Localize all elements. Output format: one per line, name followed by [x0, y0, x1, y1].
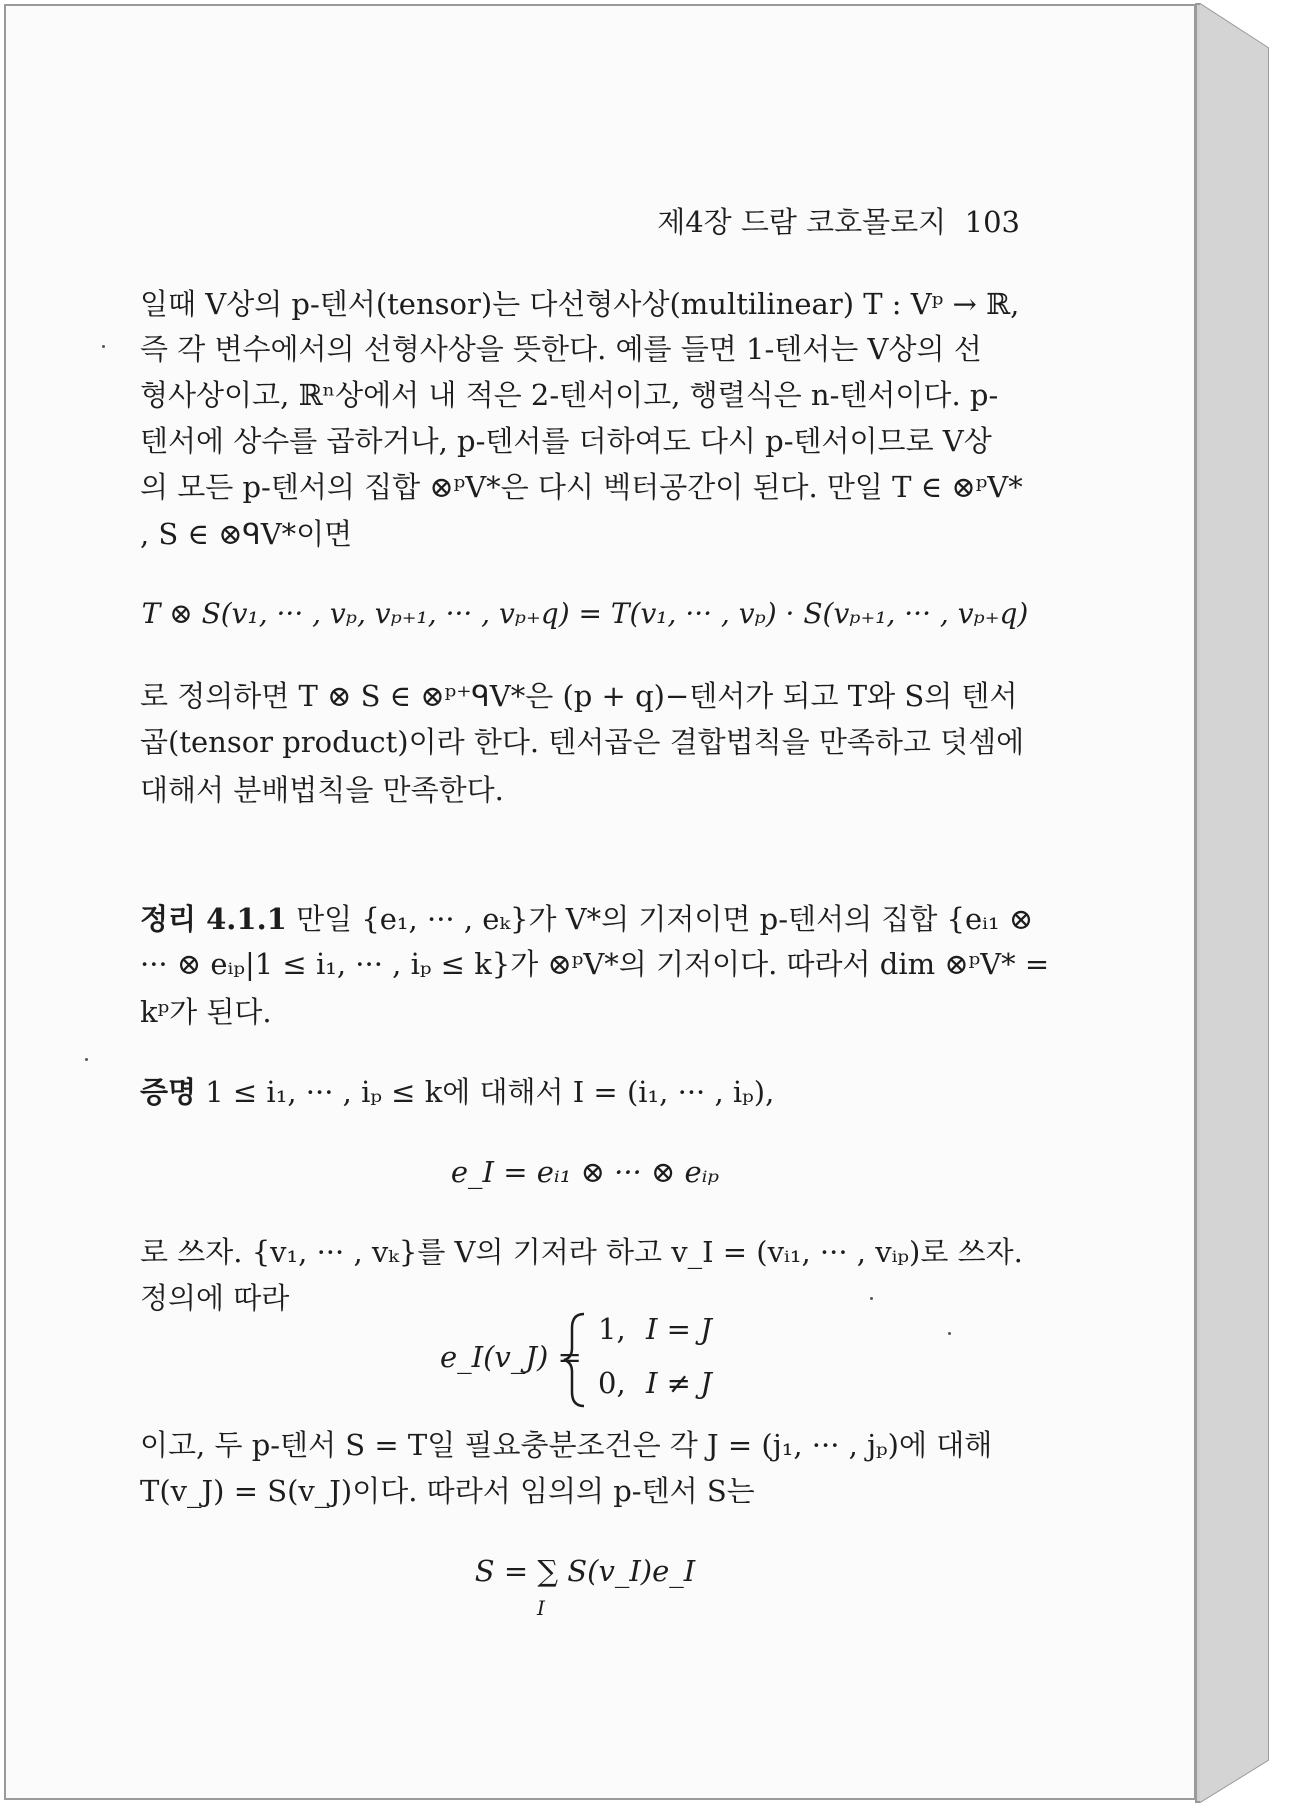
page-number: 103	[964, 205, 1020, 239]
equation-sum: S = ∑ S(v_I)e_I	[474, 1554, 696, 1588]
text-line: 대해서 분배법칙을 만족한다.	[140, 773, 504, 807]
theorem-text: 만일 {e₁, ··· , eₖ}가 V*의 기저이면 p-텐서의 집합 {eᵢ₁ ⊗	[286, 902, 1034, 936]
case1-value: 1,	[598, 1312, 626, 1346]
case1-condition: I = J	[646, 1312, 712, 1346]
proof-label: 증명	[140, 1075, 197, 1109]
text-line: 로 정의하면 T ⊗ S ∈ ⊗ᵖ⁺ᑫV*은 (p + q)−텐서가 되고 T와 S의 텐서	[140, 679, 1018, 713]
case2-value: 0,	[598, 1366, 626, 1400]
proof-line	[140, 1074, 1030, 1110]
proof-line: 로 쓰자. {v₁, ··· , vₖ}를 V의 기저라 하고 v_I = (vᵢ₁, ··· , vᵢₚ)로 쓰자.	[140, 1235, 1023, 1269]
equation-basis: e_I = eᵢ₁ ⊗ ··· ⊗ eᵢₚ	[450, 1155, 720, 1189]
proof-line: 정의에 따라	[140, 1281, 290, 1315]
theorem-label: 정리 4.1.1	[140, 902, 287, 936]
theorem-line: ··· ⊗ eᵢₚ|1 ≤ i₁, ··· , iₚ ≤ k}가 ⊗ᵖV*의 기저이다. 따라서 dim ⊗ᵖV* =	[140, 947, 1050, 981]
text-line: 즉 각 변수에서의 선형사상을 뜻한다. 예를 들면 1-텐서는 V상의 선	[140, 332, 982, 366]
speck	[948, 1332, 951, 1335]
equation-tensor-product: T ⊗ S(v₁, ··· , vₚ, vₚ₊₁, ··· , vₚ₊q) = T(v₁, ··· , vₚ) · S(vₚ₊₁, ··· , vₚ₊q)	[141, 597, 1029, 630]
speck	[870, 1297, 873, 1300]
proof-text: 1 ≤ i₁, ··· , iₚ ≤ k에 대해서 I = (i₁, ··· , iₚ),	[196, 1075, 775, 1109]
running-title: 제4장 드람 코호몰로지	[657, 205, 947, 239]
case2-condition: I ≠ J	[646, 1366, 712, 1400]
text-line: , S ∈ ⊗ᑫV*이면	[140, 517, 353, 551]
text-line: 텐서에 상수를 곱하거나, p-텐서를 더하여도 다시 p-텐서이므로 V상	[140, 424, 992, 458]
equation-cases	[420, 1310, 840, 1410]
proof-line: 이고, 두 p-텐서 S = T일 필요충분조건은 각 J = (j₁, ··· , jₚ)에 대해	[140, 1428, 993, 1462]
text-line: 일때 V상의 p-텐서(tensor)는 다선형사상(multilinear) T : Vᵖ → ℝ,	[140, 287, 1020, 321]
speck	[102, 345, 105, 348]
text-line: 형사상이고, ℝⁿ상에서 내 적은 2-텐서이고, 행렬식은 n-텐서이다. p-	[140, 378, 999, 412]
text-line: 의 모든 p-텐서의 집합 ⊗ᵖV*은 다시 벡터공간이 된다. 만일 T ∈ ⊗ᵖV*	[140, 470, 1023, 504]
cases-lhs: e_I(v_J) =	[440, 1340, 582, 1374]
theorem-line	[140, 901, 1034, 937]
equation-sum-subscript: I	[537, 1596, 545, 1620]
running-header	[600, 200, 1020, 241]
text-line: 곱(tensor product)이라 한다. 텐서곱은 결합법칙을 만족하고 덧셈에	[140, 725, 1025, 759]
brace-icon	[560, 1310, 590, 1410]
theorem-line: kᵖ가 된다.	[140, 995, 272, 1029]
speck	[85, 1058, 88, 1061]
proof-line: T(v_J) = S(v_J)이다. 따라서 임의의 p-텐서 S는	[140, 1474, 755, 1508]
